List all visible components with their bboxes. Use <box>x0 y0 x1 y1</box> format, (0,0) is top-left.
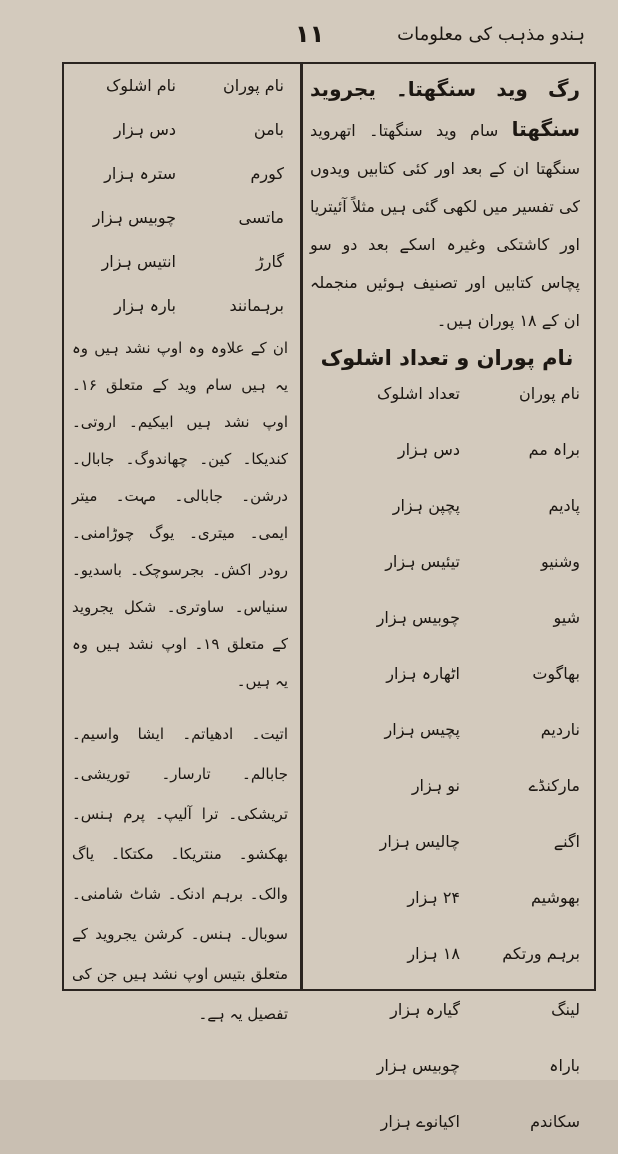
shlok-count: پچپن ہزار <box>392 496 460 515</box>
table-row <box>306 1042 588 1098</box>
header-count: تعداد اشلوک <box>377 384 460 403</box>
purana-name: مارکنڈے <box>528 776 580 795</box>
purana-name: بامن <box>253 120 284 139</box>
shlok-count: نو ہزار <box>411 776 460 795</box>
table-row <box>306 482 588 538</box>
table-row <box>306 650 588 706</box>
left-purana-table <box>66 110 296 330</box>
left-header-row <box>66 66 296 110</box>
shlok-count: دس ہزار <box>113 120 176 139</box>
purana-name: ماتسی <box>238 208 284 227</box>
purana-name: اگنے <box>553 832 580 851</box>
purana-name: ناردیم <box>540 720 580 739</box>
upanishad-text-2: اتیت۔ ادھیاتم۔ ایشا واسیم۔ جابالم۔ تارسار۔ توریشی۔ تریشکی۔ ترا آلیپ۔ پرم ہنس۔ بھکشو۔ منتریکا۔ مکتکا۔ یاگ والک۔ برہم ادنک۔ شاٹ شامنی۔ سوبال۔ ہنس۔ کرشن یجروید کے متعلق بتیس اوپ نشد ہیں جن کی تفصیل یہ ہے۔ <box>72 725 288 1023</box>
table-row <box>306 594 588 650</box>
purana-name: باراہ <box>549 1056 580 1075</box>
shlok-count: ۲۴ ہزار <box>407 888 460 907</box>
purana-name: بھوشیم <box>531 888 580 907</box>
table-row <box>306 706 588 762</box>
table-row <box>306 1098 588 1154</box>
purana-name: گارڑ <box>256 252 284 271</box>
purana-name: وشنیو <box>540 552 580 571</box>
shlok-count: چالیس ہزار <box>379 832 460 851</box>
page-number: ۱۱ <box>295 20 325 48</box>
table-header-row <box>306 370 588 426</box>
left-header-name: نام پوران <box>223 76 284 95</box>
running-title: ہندو مذہب کی معلومات <box>397 24 585 45</box>
table-row <box>306 874 588 930</box>
table-row <box>306 426 588 482</box>
shlok-count: اکیانوے ہزار <box>380 1112 460 1131</box>
shlok-count: انتیس ہزار <box>101 252 176 271</box>
purana-name: برہم ورتکم <box>502 944 580 963</box>
shlok-count: چوبیس ہزار <box>92 208 176 227</box>
table-row <box>306 762 588 818</box>
intro-lead: رگ وید سنگھتا۔ یجروید سنگھتا <box>310 77 580 141</box>
shlok-count: گیارہ ہزار <box>390 1000 460 1019</box>
purana-name: برہمانند <box>229 296 284 315</box>
shlok-count: تیئیس ہزار <box>385 552 460 571</box>
intro-body: سام وید سنگھتا۔ اتھروید سنگھتا ان کے بعد اور کئی کتابیں ویدوں کی تفسیر میں لکھی گئی ہیں مثلاً آئیتریا اور کاشتکی وغیرہ اسکے بعد دو سو پچاس کتابیں اور تصنیف ہوئیں منجملہ ان کے ۱۸ پوران ہیں۔ <box>310 121 580 330</box>
header-name: نام پوران <box>519 384 580 403</box>
purana-name: پادیم <box>548 496 580 515</box>
purana-name: کورم <box>250 164 284 183</box>
purana-name: سکاندم <box>530 1112 580 1131</box>
table-row <box>306 986 588 1042</box>
purana-table <box>306 426 588 1154</box>
shlok-count: سترہ ہزار <box>104 164 176 183</box>
purana-name: شیو <box>553 608 580 627</box>
table-row <box>66 242 296 286</box>
column-divider <box>300 62 303 989</box>
table-row <box>66 154 296 198</box>
left-column <box>66 66 296 1023</box>
table-row <box>66 286 296 330</box>
purana-name: براہ مم <box>528 440 580 459</box>
table-row <box>306 930 588 986</box>
shlok-count: پچیس ہزار <box>384 720 460 739</box>
shlok-count: چوبیس ہزار <box>376 608 460 627</box>
table-heading: نام پوران و تعداد اشلوک <box>320 346 574 370</box>
shlok-count: ۱۸ ہزار <box>407 944 460 963</box>
table-row <box>66 198 296 242</box>
shlok-count: اٹھارہ ہزار <box>386 664 460 683</box>
shlok-count: دس ہزار <box>397 440 460 459</box>
page-header <box>40 18 585 58</box>
upanishad-text-1: ان کے علاوہ وہ اوپ نشد ہیں وہ یہ ہیں سام وید کے متعلق ۱۶۔ اوپ نشد ہیں ابیکیم۔ اروتی۔ کندیکا۔ کین۔ چھاندوگ۔ جابال۔ درشن۔ جابالی۔ مہت۔ میتر ایمی۔ میتری۔ یوگ چوڑامنی۔ رودر اکش۔ بجرسوچک۔ باسدیو۔ سنیاس۔ ساوتری۔ شکل یجروید کے متعلق ۱۹۔ اوپ نشد ہیں وہ یہ ہیں۔ <box>72 339 288 690</box>
shlok-count: بارہ ہزار <box>114 296 176 315</box>
purana-name: لینگ <box>551 1000 580 1019</box>
table-row <box>66 110 296 154</box>
table-row <box>306 538 588 594</box>
right-column <box>306 66 588 1131</box>
intro-paragraph <box>306 66 588 340</box>
shlok-count: چوبیس ہزار <box>376 1056 460 1075</box>
purana-name: بھاگوت <box>532 664 580 683</box>
left-header-count: نام اشلوک <box>105 76 176 95</box>
table-row <box>306 818 588 874</box>
